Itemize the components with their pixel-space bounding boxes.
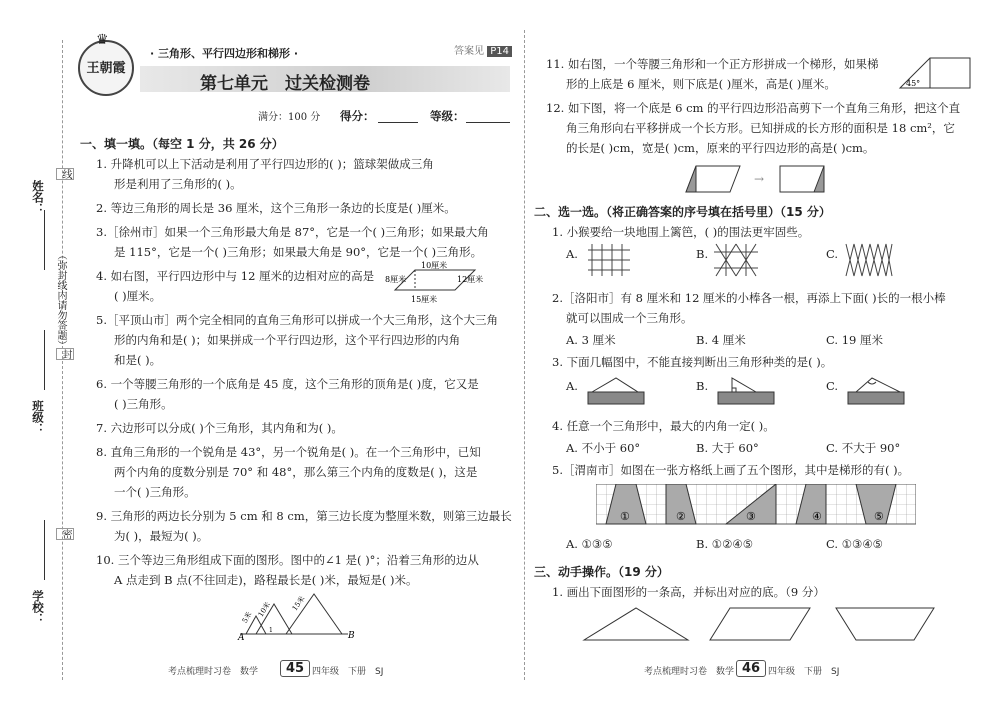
page-title: 第七单元 过关检测卷: [200, 74, 370, 94]
h1-trapezoid[interactable]: [836, 608, 934, 640]
c5-grid-shapes-figure: [596, 484, 916, 528]
h1: 1. 画出下面图形的一条高，并标出对应的底。（9 分）: [552, 585, 825, 599]
q10-side-10: 10米: [256, 600, 273, 619]
q4-parallelogram-figure: [375, 260, 485, 306]
seal-note: （弥封线内请勿答题）: [55, 250, 66, 350]
q12-line3: 的长是( )cm，宽是( )cm，原来的平行四边形的高是( )cm。: [566, 141, 875, 155]
answer-page: P14: [487, 46, 512, 57]
q5-line3: 和是( )。: [114, 353, 162, 367]
c5-label-1: ①: [620, 510, 630, 523]
q4-label-top: 10厘米: [421, 261, 448, 270]
q4-label-bottom: 15厘米: [411, 295, 438, 304]
c3-covered-triangle-a: [586, 374, 646, 408]
section-hands-on: 三、动手操作。（19 分）: [534, 565, 669, 579]
c3: 3. 下面几幅图中，不能直接判断出三角形种类的是( )。: [552, 355, 833, 369]
grade-blank[interactable]: [466, 122, 510, 123]
class-blank[interactable]: [44, 330, 45, 390]
q1-line1: 1. 升降机可以上下活动是利用了平行四边形的( )；篮球架做成三角: [96, 157, 434, 171]
c5-label-3: ③: [746, 510, 756, 523]
c3-covered-triangle-c: [846, 374, 906, 408]
c3-option-b[interactable]: B.: [696, 379, 709, 393]
q4-label-left: 8厘米: [385, 275, 407, 284]
q12-line1: 12. 如下图，将一个底是 6 cm 的平行四边形沿高剪下一个直角三角形，把这个直: [546, 101, 961, 115]
q8-line2: 两个内角的度数分别是 70° 和 48°，那么第三个内角的度数是( )，这是: [114, 465, 478, 479]
seal-mark-3: 密: [56, 528, 74, 540]
c5-option-a[interactable]: A. ①③⑤: [566, 537, 613, 551]
c3-covered-triangle-b: [716, 374, 776, 408]
c4-option-c[interactable]: C. 不大于 90°: [826, 441, 901, 455]
q10-point-b: B: [348, 631, 355, 641]
q2: 2. 等边三角形的周长是 36 厘米，这个三角形一条边的长度是( )厘米。: [96, 201, 456, 215]
arrow-right-icon: →: [754, 172, 765, 186]
c1-option-c[interactable]: C.: [826, 247, 839, 261]
brand-logo: [78, 32, 134, 96]
q5-line1: 5.［平顶山市］两个完全相同的直角三角形可以拼成一个大三角形，这个大三角: [96, 313, 498, 327]
section-fill-in: 一、填一填。（每空 1 分，共 26 分）: [80, 137, 284, 151]
c1-fence-cross-b: [714, 242, 760, 278]
logo-text: 王朝霞: [86, 61, 126, 76]
q1-line2: 形是利用了三角形的( )。: [114, 177, 242, 191]
c1-fence-zigzag-c: [844, 242, 894, 278]
q11-angle-label: 45°: [906, 79, 921, 88]
c5: 5.［渭南市］如图在一张方格纸上画了五个图形，其中是梯形的有( )。: [552, 463, 910, 477]
q10-side-15: 15米: [290, 594, 307, 613]
q10-triangles-figure: [236, 590, 366, 642]
grade-label: 等级：: [430, 109, 465, 123]
c5-label-5: ⑤: [874, 510, 884, 523]
q4-line2: ( )厘米。: [114, 289, 162, 303]
c2-line2: 就可以围成一个三角形。: [566, 311, 693, 325]
footer-left-text: 考点梳理时习卷 数学: [168, 667, 259, 677]
q11-line1: 11. 如右图，一个等腰三角形和一个正方形拼成一个梯形，如果梯: [546, 57, 879, 71]
crown-icon: ♛: [96, 32, 109, 48]
footer-left-grade: 四年级 下册 SJ: [312, 667, 384, 677]
q6-line1: 6. 一个等腰三角形的一个底角是 45 度，这个三角形的顶角是( )度，它又是: [96, 377, 479, 391]
score-full: 满分：100 分: [258, 112, 321, 123]
q5-line2: 形的内角和是( )；如果拼成一个平行四边形，这个平行四边形的内角: [114, 333, 461, 347]
c5-option-c[interactable]: C. ①③④⑤: [826, 537, 883, 551]
h1-shapes-figure: [580, 604, 940, 644]
q9-line2: 为( )，最短为( )。: [114, 529, 209, 543]
q4-label-right: 12厘米: [457, 275, 484, 284]
seal-mark-2: 封: [56, 348, 74, 360]
c2-option-a[interactable]: A. 3 厘米: [566, 333, 616, 347]
school-label: 学校：: [31, 590, 45, 625]
answer-ref: [454, 44, 512, 60]
c2-option-b[interactable]: B. 4 厘米: [696, 333, 746, 347]
c2-option-c[interactable]: C. 19 厘米: [826, 333, 883, 347]
q10-line1: 10. 三个等边三角形组成下面的图形。图中的∠1 是( )°；沿着三角形的边从: [96, 553, 479, 567]
school-blank[interactable]: [44, 520, 45, 580]
q11-trapezoid-figure: [896, 54, 980, 94]
c1-option-a[interactable]: A.: [566, 247, 578, 261]
q10-line2: A 点走到 B 点(不往回走)，路程最长是( )米，最短是( )米。: [114, 573, 418, 587]
c5-option-b[interactable]: B. ①②④⑤: [696, 537, 754, 551]
h1-triangle[interactable]: [584, 608, 688, 640]
seal-mark-1: 线: [56, 168, 74, 180]
q12-line2: 角三角形向右平移拼成一个长方形。已知拼成的长方形的面积是 18 cm²，它: [566, 121, 955, 135]
q6-line2: ( )三角形。: [114, 397, 173, 411]
q10-point-a: A: [238, 633, 245, 642]
unit-topic: · 三角形、平行四边形和梯形 ·: [150, 47, 299, 60]
c3-option-c[interactable]: C.: [826, 379, 839, 393]
c5-label-4: ④: [812, 510, 822, 523]
page-divider: [524, 30, 525, 680]
q9-line1: 9. 三角形的两边长分别为 5 cm 和 8 cm，第三边长度为整厘米数，则第三边最长: [96, 509, 512, 523]
q7: 7. 六边形可以分成( )个三角形，其内角和为( )。: [96, 421, 343, 435]
name-blank[interactable]: [44, 210, 45, 270]
c4-option-b[interactable]: B. 大于 60°: [696, 441, 759, 455]
section-multiple-choice: 二、选一选。（将正确答案的序号填在括号里）（15 分）: [534, 205, 831, 219]
h1-parallelogram[interactable]: [710, 608, 810, 640]
page-number-left: 45: [280, 660, 310, 677]
q3-line2: 是 115°，它是一个( )三角形；如果最大角是 90°，它是一个( )三角形。: [114, 245, 483, 259]
c2-line1: 2.［洛阳市］有 8 厘米和 12 厘米的小棒各一根，再添上下面( )长的一根小棒: [552, 291, 946, 305]
page-number-right: 46: [736, 660, 766, 677]
q12-translation-figure: [680, 162, 850, 196]
score-blank[interactable]: [378, 122, 418, 123]
answer-ref-label: 答案见: [454, 46, 484, 57]
q10-angle-1: 1: [269, 627, 273, 634]
c3-option-a[interactable]: A.: [566, 379, 578, 393]
c4: 4. 任意一个三角形中，最大的内角一定( )。: [552, 419, 775, 433]
q8-line1: 8. 直角三角形的一个锐角是 43°，另一个锐角是( )。在一个三角形中，已知: [96, 445, 481, 459]
c1-option-b[interactable]: B.: [696, 247, 709, 261]
footer-right-text: 考点梳理时习卷 数学: [644, 667, 735, 677]
q11-line2: 形的上底是 6 厘米，则下底是( )厘米，高是( )厘米。: [566, 77, 836, 91]
q3-line1: 3.［徐州市］如果一个三角形最大角是 87°，它是一个( )三角形；如果最大角: [96, 225, 489, 239]
name-label: 姓名：: [31, 180, 45, 215]
binding-line: [62, 40, 63, 680]
c5-label-2: ②: [676, 510, 686, 523]
q4-line1: 4. 如右图，平行四边形中与 12 厘米的边相对应的高是: [96, 269, 375, 283]
class-label: 班级：: [31, 400, 45, 435]
footer-right-grade: 四年级 下册 SJ: [768, 667, 840, 677]
score-got-label: 得分：: [340, 109, 375, 123]
c1: 1. 小猴要给一块地围上篱笆，( )的围法更牢固些。: [552, 225, 810, 239]
q8-line3: 一个( )三角形。: [114, 485, 196, 499]
q10-side-5: 5米: [240, 610, 254, 625]
c4-option-a[interactable]: A. 不小于 60°: [566, 441, 641, 455]
c1-fence-grid-a: [588, 242, 634, 278]
